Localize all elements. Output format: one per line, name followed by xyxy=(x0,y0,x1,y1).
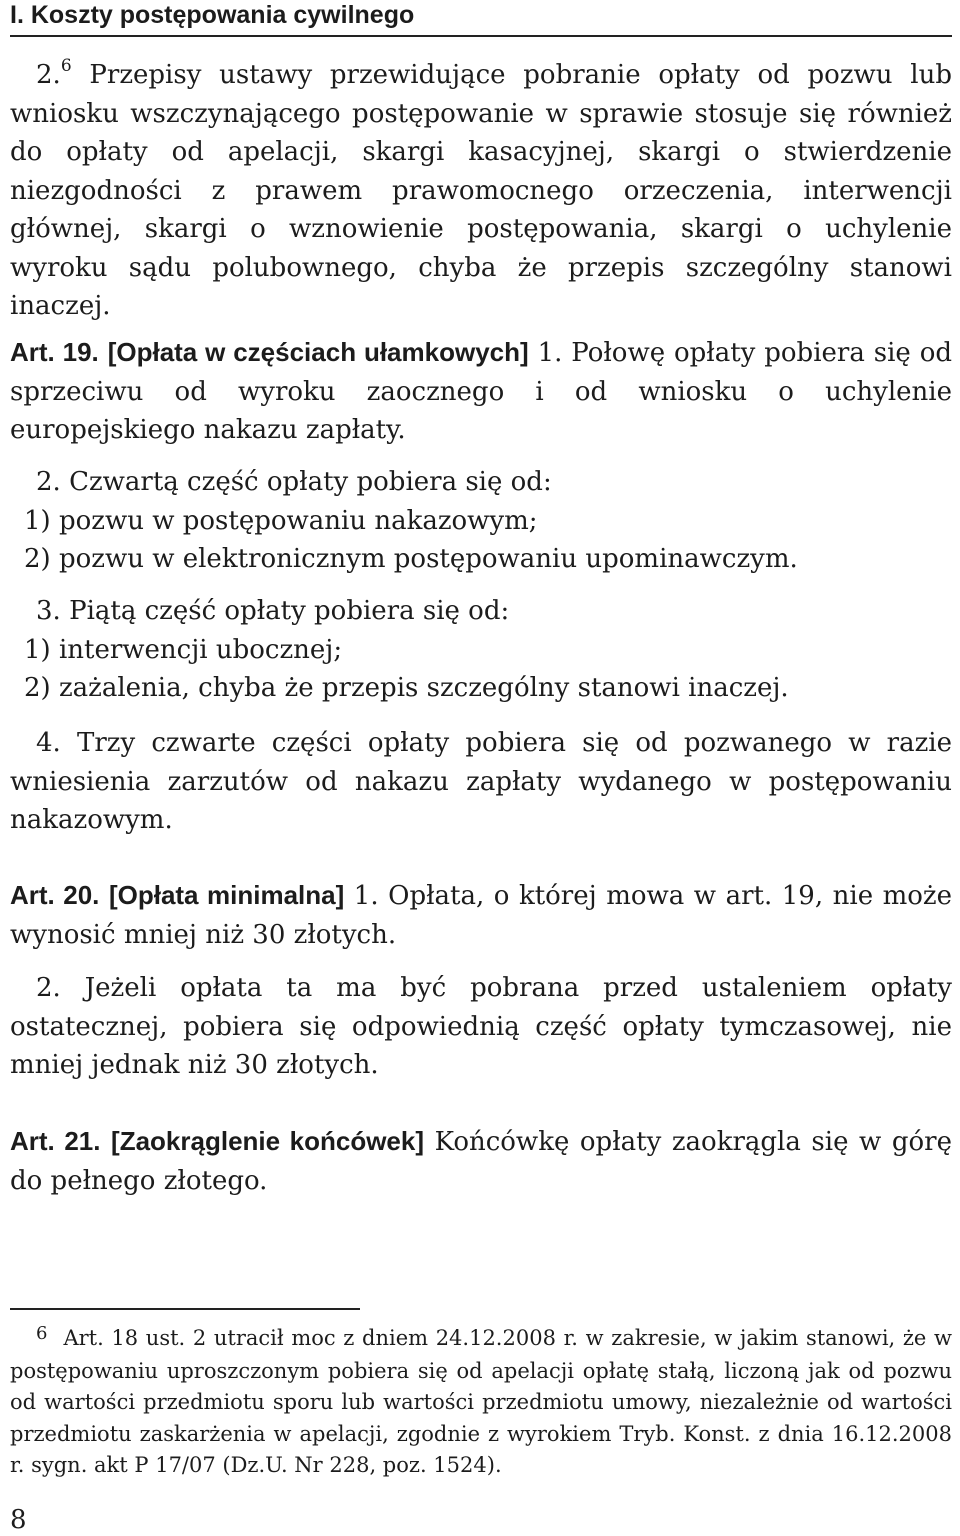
art21-block xyxy=(10,1122,952,1200)
article-heading: [Zaokrąglenie końcówek] xyxy=(111,1126,425,1156)
art19-block xyxy=(10,333,952,450)
art19-para4 xyxy=(10,724,952,840)
list-item: 2) pozwu w elektronicznym postępowaniu upominawczym. xyxy=(24,544,798,574)
para-body: 1. Opłata, o której mowa w art. 19, nie może wynosić mniej niż 30 złotych. xyxy=(10,881,953,950)
footnote xyxy=(10,1323,952,1482)
list-item: 1) pozwu w postępowaniu nakazowym; xyxy=(24,505,538,536)
art18-para2 xyxy=(10,56,952,326)
footnote-text: Art. 18 ust. 2 utracił moc z dniem 24.12.2008 r. w zakresie, w jakim stanowi, że w postępowaniu uproszczonym pobiera się od apelacji opłatę stałą, liczoną jak od pozwu od wartości przedmiotu sporu lub wartości przedmiotu umowy, niezależnie od wartości przedmiotu zaskarżenia w apelacji, zgodnie z wyrokiem Tryb. Konst. z dnia 16.12.2008 r. sygn. akt P 17/07 (Dz.U. Nr 228, poz. 1524). xyxy=(10,1326,952,1477)
para-body: 1. Połowę opłaty pobiera się od sprzeciwu od wyroku zaocznego i od wniosku o uchylenie europejskiego nakazu zapłaty. xyxy=(10,338,952,445)
para-number: 2. xyxy=(36,60,61,90)
page-number: 8 xyxy=(10,1505,27,1535)
footnote-number: 6 xyxy=(36,1323,48,1344)
article-heading: [Opłata w częściach ułamkowych] xyxy=(107,337,529,367)
article-label: Art. 21. xyxy=(10,1126,101,1156)
art19-para3 xyxy=(10,592,952,708)
para-body: Końcówkę opłaty zaokrągla się w górę do pełnego złotego. xyxy=(10,1127,952,1196)
footnote-ref[interactable]: 6 xyxy=(60,56,72,77)
list-item: 1) interwencji ubocznej; xyxy=(24,634,343,665)
para-text: 2. Jeżeli opłata ta ma być pobrana przed ustaleniem opłaty ostatecznej, pobiera się odpowiednią część opłaty tymczasowej, nie mniej jednak niż 30 złotych. xyxy=(10,973,952,1080)
list-item: 2) zażalenia, chyba że przepis szczególny stanowi inaczej. xyxy=(24,673,789,703)
article-label: Art. 19. xyxy=(10,337,99,367)
para-text: 2. Czwartą część opłaty pobiera się od: xyxy=(36,467,552,497)
art20-para2 xyxy=(10,969,952,1085)
para-body: Przepisy ustawy przewidujące pobranie opłaty od pozwu lub wniosku wszczynającego postępowanie w sprawie stosuje się również do opłaty od apelacji, skargi kasacyjnej, skargi o stwierdzenie niezgodności z prawem prawomocnego orzeczenia, interwencji głównej, skargi o wznowienie postępowania, skargi o uchylenie wyroku sądu polubownego, chyba że przepis szczególny stanowi inaczej. xyxy=(10,60,952,321)
para-text: 4. Trzy czwarte części opłaty pobiera się od pozwanego w razie wniesienia zarzutów od nakazu zapłaty wydanego w postępowaniu nakazowym. xyxy=(10,728,952,835)
art19-para2 xyxy=(10,463,952,579)
art19-para1 xyxy=(10,333,952,450)
art20-para1 xyxy=(10,876,952,954)
art18-para2-text xyxy=(10,56,952,326)
article-heading: [Opłata minimalna] xyxy=(108,880,345,910)
footnote-divider xyxy=(10,1308,360,1310)
art21-para xyxy=(10,1122,952,1200)
para-text: 3. Piątą część opłaty pobiera się od: xyxy=(36,596,510,626)
article-label: Art. 20. xyxy=(10,880,100,910)
page-header: I. Koszty postępowania cywilnego xyxy=(10,0,952,37)
art20-block xyxy=(10,876,952,954)
